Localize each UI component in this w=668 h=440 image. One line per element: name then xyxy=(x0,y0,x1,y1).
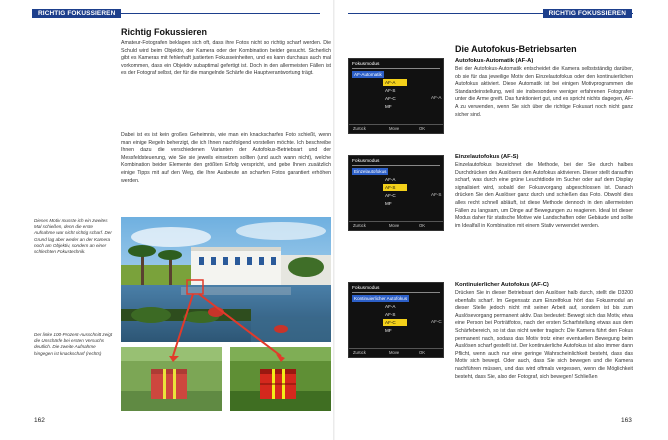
book-gutter xyxy=(333,0,335,440)
lcd-footer xyxy=(349,124,443,133)
lcd-option-mf: MF xyxy=(385,328,392,333)
lcd-option-af-s: AF-S xyxy=(385,312,396,317)
lcd-title: Fokusmodus xyxy=(352,159,380,164)
lcd-mode-label: AF-Automatik xyxy=(354,72,382,77)
body-paragraph: Dabei ist es ist kein großes Geheimnis, wie man ein knackscharfes Foto schießt, wenn man einige Regeln beherzigt, die ich Ihnen nachfolgend vorstellen möchte. Ich beschreibe Ihnen dazu die verschiedenen Varianten der Autofokus-Betriebsart und der Messfeldsteuerung, wie Sie sie jeweils einsetzen sollten (und auch wann nicht), welche Kombination beider Elemente den größten Erfolg verspricht, und gebe Ihnen zusätzlich einige Tipps mit auf den Weg, die Ihre Ausbeute an scharfen Fotos garantiert erhöhen werden. xyxy=(121,132,331,184)
section-heading-right: Die Autofokus-Betriebsarten xyxy=(455,44,577,54)
lcd-footer xyxy=(349,221,443,230)
subhead-af-c: Kontinuierlicher Autofokus (AF-C) xyxy=(455,282,549,288)
page-number-right: 163 xyxy=(621,417,632,424)
lcd-footer xyxy=(349,348,443,357)
lcd-mode-label: Einzelautofokus xyxy=(354,169,387,174)
lcd-option-af-a: AF-A xyxy=(383,79,407,86)
page-number-left: 162 xyxy=(34,417,45,424)
lcd-option-af-a: AF-A xyxy=(385,177,396,182)
subhead-af-a: Autofokus-Automatik (AF-A) xyxy=(455,58,534,64)
lcd-option-af-c: AF-C xyxy=(385,96,396,101)
running-head-right: RICHTIG FOKUSSIEREN xyxy=(543,9,632,18)
lcd-divider xyxy=(352,68,440,69)
intro-paragraph: Amateur-Fotografen beklagen sich oft, dass ihre Fotos nicht so richtig scharf werden. Die Schuld wird beim Objektiv, der Kamera oder der Kombination beider gesucht. Sicherlich gibt es Kameras mit fehlerhaft justierten Fokusseinheiten, und es kann durchaus auch mal vorkommen, dass ein Objektiv subaptimal gefertigt ist. Doch in den allermeisten Fällen ist es der Fotograf selbst, der für die mangelnde Schärfe die Hauptverantwortung trägt. xyxy=(121,40,331,77)
text-af-c: Drücken Sie in dieser Betriebsart den Auslöser halb durch, stellt die D3200 ebenfalls scharf. Im Gegensatz zum Einzelfokus hört das Fokusmodul an dieser Stelle jedoch nicht mit seiner Arbeit auf, sondern ist bis zum Auslösevorgang permanent aktiv. Das bedeutet: Bewegt sich das Motiv, etwa eine Person bei Porträtfotos, nach der ersten Scharfstellung etwas aus dem Schärfebereich, so ist das nicht weiter tragisch: Die Kamera führt den Fokus permanent nach, sodass das Motiv trotz einer eventuellen Bewegung beim Auslösen scharf gestellt ist. Der kontinuierliche Autofokus ist also immer dann Pflicht, wenn auch nur eine geringe Wahrscheinlichkeit besteht, dass das Motiv sich bewegt. Oder auch, dass Sie sich bewegen und die Kamera nachführen müssen, und das wird oftmals vergessen, wenn die Möglichkeit besteht, dass Sie, also der Fotograf, sich bewegen! Schließen xyxy=(455,290,633,380)
sharp-crop-illustration xyxy=(230,347,331,411)
sharp-crop-image xyxy=(230,347,331,411)
lcd-side-value: AF-A xyxy=(431,95,442,100)
text-af-s: Einzelautofokus bezeichnet die Methode, bei der Sie durch halbes Durchdrücken des Auslösers den Autofokus aktivieren. Dieser stellt daraufhin scharf, was durch eine grüne Leuchtdiode im Sucher oder auf dem Display signalisiert wird, sobald der Fokusvorgang abgeschlossen ist. Danach drücken Sie den Auslöser ganz durch und schießen das Foto. Obwohl dies alles recht schnell abläuft, ist diese Methode dennoch in den allermeisten Fällen zu langsam, um Dinge auf Bewegungen zu reagieren. Ideal ist dieser Modus daher für statische Motive wie Landschaften oder Gebäude und sollte im Idealfall in Kombination mit einem Stativ verwendet werden. xyxy=(455,162,633,229)
lcd-back-label: Zurück xyxy=(353,350,366,355)
lcd-option-mf: MF xyxy=(385,201,392,206)
crop-caption: Der linke 100-Prozent-Ausschnitt zeigt die Unschärfe bei ersten Versuchs deutlich. Die zweite Aufnahme hingegen ist knackscharf (rechts) xyxy=(34,332,113,356)
camera-menu-af-a xyxy=(348,58,444,134)
lcd-move-label: Move xyxy=(389,350,400,355)
lcd-option-af-s: AF-S xyxy=(385,88,396,93)
lcd-ok-label: OK xyxy=(419,223,426,228)
lcd-side-value: AF-S xyxy=(431,192,442,197)
running-head-left: RICHTIG FOKUSSIEREN xyxy=(32,9,121,18)
lcd-divider xyxy=(352,292,440,293)
lcd-back-label: Zurück xyxy=(353,223,366,228)
lcd-side-value: AF-C xyxy=(431,319,442,324)
lcd-option-af-c: AF-C xyxy=(383,319,407,326)
lcd-option-af-s: AF-S xyxy=(383,184,407,191)
lcd-title: Fokusmodus xyxy=(352,62,380,67)
lcd-move-label: Move xyxy=(389,223,400,228)
blurry-crop-image xyxy=(121,347,222,411)
lcd-move-label: Move xyxy=(389,126,400,131)
camera-menu-af-c xyxy=(348,282,444,358)
lcd-back-label: Zurück xyxy=(353,126,366,131)
subhead-af-s: Einzelautofokus (AF-S) xyxy=(455,154,519,160)
text-af-a: Bei der Autofokus-Automatik entscheidet die Kamera selbstständig darüber, ob sie für das jeweilige Motiv den Einzelautofokus oder den kontinuierlichen Autofokus aktiviert. Diese Automatik ist bei einigen Motivprogrammen die Standardeinstellung, weil sie insbesondere weniger erfahrenen Fotografen unter die Arme greift. Das funktioniert gut, und es spricht nichts dagegen, AF-A zu verwenden, wenn Sie sich über die richtige Fokusart noch nicht ganz sicher sind. xyxy=(455,66,633,118)
harbor-photo-illustration xyxy=(121,217,331,342)
section-heading-left: Richtig Fokussieren xyxy=(121,27,208,37)
lcd-option-af-c: AF-C xyxy=(385,193,396,198)
camera-menu-af-s xyxy=(348,155,444,231)
photo-caption: Dieses Motiv musste ich ein zweites Mal schießen, denn die erste Aufnahme war nicht richtig scharf. Der Grund lag aber weder an der Kamera noch am Objektiv, sondern an einer schlechten Fokustechnik. xyxy=(34,218,112,255)
lcd-mode-label: Kontinuierlicher Autofokus xyxy=(354,296,408,301)
harbor-photo xyxy=(121,217,331,342)
lcd-ok-label: OK xyxy=(419,126,426,131)
lcd-ok-label: OK xyxy=(419,350,426,355)
lcd-option-mf: MF xyxy=(385,104,392,109)
blurry-crop-illustration xyxy=(121,347,222,411)
lcd-title: Fokusmodus xyxy=(352,286,380,291)
lcd-option-af-a: AF-A xyxy=(385,304,396,309)
lcd-divider xyxy=(352,165,440,166)
